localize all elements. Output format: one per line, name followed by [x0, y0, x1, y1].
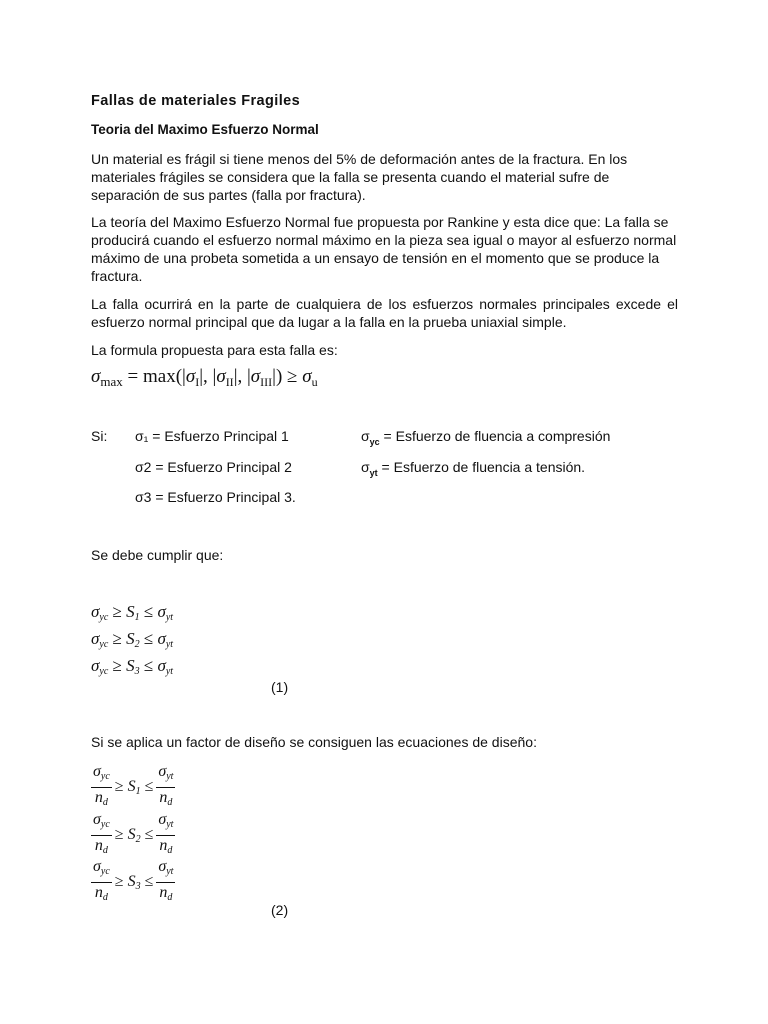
- equation-1b: $\sigma_{yc} \ge S_2 \le \sigma_{yt}$: [91, 629, 174, 650]
- page-title: Fallas de materiales Fragiles: [91, 93, 301, 109]
- def-sigma-yc: $\sigma_{yc}$ = Esfuerzo de fluencia a compresión: [361, 428, 611, 447]
- equation-2a: $\frac{\sigma_{yc}}{n_d}$ ≥ $S_1$ ≤ $\frac{\sigma_{yt}}{n_d}$: [93, 763, 174, 808]
- paragraph-formula-intro: La formula propuesta para esta falla es:: [91, 342, 338, 358]
- paragraph-definition: Un material es frágil si tiene menos del 5% de deformación antes de la fractura. En los materiales frágiles se considera que la falla se presenta cuando el material sufre de separación de sus partes (falla por fractura).: [91, 151, 628, 203]
- paragraph-rankine: La teoría del Maximo Esfuerzo Normal fue propuesta por Rankine y esta dice que: La falla se producirá cuando el esfuerzo normal máximo en la pieza sea igual o mayor al esfuerzo normal máximo de una probeta sometida a un ensayo de tensión en el momento que se produce la fractura.: [91, 214, 677, 284]
- equation-2b: $\frac{\sigma_{yc}}{n_d}$ ≥ $S_2$ ≤ $\frac{\sigma_{yt}}{n_d}$: [93, 811, 174, 856]
- def-sigma-2: σ2 = Esfuerzo Principal 2: [135, 459, 292, 475]
- equation-2c: $\frac{\sigma_{yc}}{n_d}$ ≥ $S_3$ ≤ $\frac{\sigma_{yt}}{n_d}$: [93, 858, 174, 903]
- equation-number-2: (2): [271, 902, 289, 918]
- equation-1c: $\sigma_{yc} \ge S_3 \le \sigma_{yt}$: [91, 656, 174, 677]
- def-sigma-1: σ₁ = Esfuerzo Principal 1: [135, 428, 289, 444]
- rankine-formula: $\sigma_{max} = \max(|\sigma_I|$, $|\sigma_{II}|$, $|\sigma_{III}|) \ge \sigma_u$: [91, 366, 318, 389]
- paragraph-design: Si se aplica un factor de diseño se consiguen las ecuaciones de diseño:: [91, 734, 537, 750]
- equation-number-1: (1): [271, 679, 289, 695]
- si-label: Si:: [91, 428, 108, 444]
- paragraph-failure: La falla ocurrirá en la parte de cualquiera de los esfuerzos normales principales excede el esfuerzo normal principal que da lugar a la falla en la prueba uniaxial simple.: [91, 296, 678, 330]
- paragraph-condition: Se debe cumplir que:: [91, 547, 224, 563]
- equation-1a: $\sigma_{yc} \ge S_1 \le \sigma_{yt}$: [91, 602, 174, 623]
- section-heading: Teoria del Maximo Esfuerzo Normal: [91, 122, 319, 137]
- def-sigma-3: σ3 = Esfuerzo Principal 3.: [135, 489, 296, 505]
- def-sigma-yt: $\sigma_{yt}$ = Esfuerzo de fluencia a tensión.: [361, 459, 586, 478]
